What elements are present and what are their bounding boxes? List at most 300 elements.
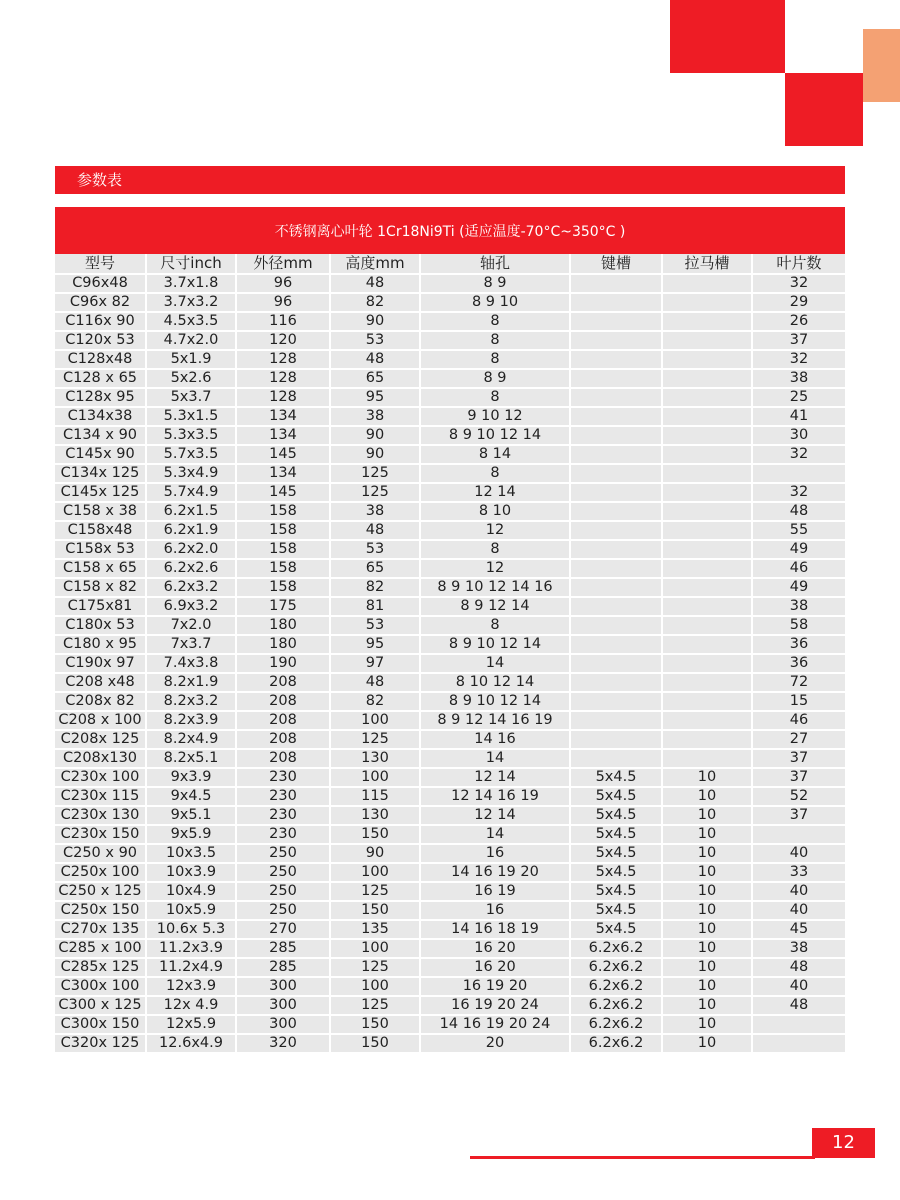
cell-blade-count [752, 464, 845, 483]
section-title: 参数表 [77, 171, 123, 189]
cell-keyway: 5x4.5 [570, 844, 662, 863]
header-height: 高度mm [330, 254, 420, 274]
table-row [55, 711, 845, 730]
table-title-row [55, 207, 845, 254]
cell-height: 100 [330, 977, 420, 996]
cell-height: 48 [330, 350, 420, 369]
cell-height: 150 [330, 1034, 420, 1052]
cell-keyway [570, 673, 662, 692]
cell-model: C230x 100 [55, 768, 146, 787]
cell-bore: 8 9 12 14 16 19 [420, 711, 570, 730]
header-outer-diameter: 外径mm [236, 254, 330, 274]
cell-keyway [570, 312, 662, 331]
table-row [55, 274, 845, 293]
cell-size-inch: 6.2x1.5 [146, 502, 236, 521]
cell-blade-count: 27 [752, 730, 845, 749]
cell-height: 125 [330, 882, 420, 901]
cell-size-inch: 5.7x4.9 [146, 483, 236, 502]
cell-outer-diameter: 134 [236, 407, 330, 426]
cell-model: C96x 82 [55, 293, 146, 312]
cell-model: C250x 100 [55, 863, 146, 882]
cell-puller-groove [662, 445, 752, 464]
cell-height: 82 [330, 578, 420, 597]
cell-height: 82 [330, 293, 420, 312]
cell-blade-count: 55 [752, 521, 845, 540]
cell-model: C158 x 82 [55, 578, 146, 597]
cell-bore: 8 10 12 14 [420, 673, 570, 692]
cell-outer-diameter: 300 [236, 996, 330, 1015]
cell-blade-count: 36 [752, 654, 845, 673]
cell-outer-diameter: 208 [236, 749, 330, 768]
cell-height: 125 [330, 958, 420, 977]
table-row [55, 369, 845, 388]
table-row [55, 616, 845, 635]
table-row [55, 901, 845, 920]
cell-keyway [570, 616, 662, 635]
cell-height: 95 [330, 635, 420, 654]
cell-keyway [570, 654, 662, 673]
cell-blade-count: 52 [752, 787, 845, 806]
cell-model: C300x 150 [55, 1015, 146, 1034]
cell-keyway: 5x4.5 [570, 768, 662, 787]
cell-blade-count: 29 [752, 293, 845, 312]
cell-size-inch: 10x3.5 [146, 844, 236, 863]
cell-outer-diameter: 134 [236, 464, 330, 483]
cell-outer-diameter: 180 [236, 616, 330, 635]
cell-keyway: 5x4.5 [570, 863, 662, 882]
cell-blade-count: 40 [752, 882, 845, 901]
cell-size-inch: 5.3x1.5 [146, 407, 236, 426]
cell-keyway: 6.2x6.2 [570, 1015, 662, 1034]
table-row [55, 749, 845, 768]
cell-bore: 16 20 [420, 958, 570, 977]
cell-model: C208x130 [55, 749, 146, 768]
cell-puller-groove [662, 350, 752, 369]
cell-outer-diameter: 158 [236, 578, 330, 597]
cell-size-inch: 7x3.7 [146, 635, 236, 654]
cell-height: 65 [330, 369, 420, 388]
table-header-row [55, 254, 845, 274]
cell-size-inch: 5x1.9 [146, 350, 236, 369]
cell-blade-count: 25 [752, 388, 845, 407]
page-number: 12 [832, 1132, 855, 1153]
cell-bore: 8 9 10 12 14 [420, 426, 570, 445]
table-row [55, 578, 845, 597]
cell-size-inch: 11.2x3.9 [146, 939, 236, 958]
cell-puller-groove [662, 312, 752, 331]
table-row [55, 977, 845, 996]
cell-size-inch: 8.2x4.9 [146, 730, 236, 749]
cell-outer-diameter: 230 [236, 825, 330, 844]
cell-size-inch: 6.2x2.6 [146, 559, 236, 578]
cell-height: 90 [330, 844, 420, 863]
cell-size-inch: 5.7x3.5 [146, 445, 236, 464]
cell-model: C134 x 90 [55, 426, 146, 445]
cell-model: C128x 95 [55, 388, 146, 407]
cell-outer-diameter: 158 [236, 502, 330, 521]
cell-outer-diameter: 250 [236, 882, 330, 901]
table-row [55, 1015, 845, 1034]
cell-blade-count: 37 [752, 768, 845, 787]
cell-outer-diameter: 285 [236, 939, 330, 958]
cell-puller-groove [662, 388, 752, 407]
header-keyway: 键槽 [570, 254, 662, 274]
cell-size-inch: 12x 4.9 [146, 996, 236, 1015]
table-row [55, 445, 845, 464]
cell-keyway: 5x4.5 [570, 882, 662, 901]
cell-puller-groove [662, 559, 752, 578]
cell-height: 95 [330, 388, 420, 407]
cell-puller-groove: 10 [662, 825, 752, 844]
cell-puller-groove: 10 [662, 977, 752, 996]
cell-puller-groove [662, 711, 752, 730]
cell-bore: 14 [420, 749, 570, 768]
cell-puller-groove: 10 [662, 1015, 752, 1034]
cell-model: C120x 53 [55, 331, 146, 350]
table-row [55, 464, 845, 483]
cell-size-inch: 10.6x 5.3 [146, 920, 236, 939]
table-row [55, 787, 845, 806]
cell-outer-diameter: 120 [236, 331, 330, 350]
cell-height: 125 [330, 483, 420, 502]
cell-keyway: 6.2x6.2 [570, 996, 662, 1015]
cell-outer-diameter: 250 [236, 901, 330, 920]
cell-blade-count: 37 [752, 331, 845, 350]
cell-bore: 8 [420, 464, 570, 483]
cell-outer-diameter: 96 [236, 274, 330, 293]
cell-height: 53 [330, 331, 420, 350]
header-puller-groove: 拉马槽 [662, 254, 752, 274]
cell-height: 90 [330, 312, 420, 331]
cell-keyway [570, 445, 662, 464]
cell-keyway [570, 635, 662, 654]
cell-puller-groove [662, 749, 752, 768]
cell-bore: 14 [420, 825, 570, 844]
cell-keyway: 5x4.5 [570, 901, 662, 920]
cell-outer-diameter: 208 [236, 692, 330, 711]
cell-height: 97 [330, 654, 420, 673]
cell-puller-groove [662, 521, 752, 540]
cell-outer-diameter: 250 [236, 844, 330, 863]
cell-outer-diameter: 208 [236, 673, 330, 692]
cell-model: C190x 97 [55, 654, 146, 673]
cell-model: C250 x 90 [55, 844, 146, 863]
cell-blade-count: 36 [752, 635, 845, 654]
cell-keyway [570, 730, 662, 749]
cell-model: C180x 53 [55, 616, 146, 635]
cell-size-inch: 10x3.9 [146, 863, 236, 882]
cell-puller-groove: 10 [662, 863, 752, 882]
cell-keyway [570, 350, 662, 369]
cell-size-inch: 7x2.0 [146, 616, 236, 635]
table-row [55, 426, 845, 445]
cell-outer-diameter: 250 [236, 863, 330, 882]
cell-bore: 16 19 [420, 882, 570, 901]
cell-blade-count [752, 1034, 845, 1052]
cell-model: C158 x 38 [55, 502, 146, 521]
header-blade-count: 叶片数 [752, 254, 845, 274]
cell-size-inch: 6.2x1.9 [146, 521, 236, 540]
cell-height: 48 [330, 673, 420, 692]
cell-keyway [570, 407, 662, 426]
cell-blade-count: 72 [752, 673, 845, 692]
cell-height: 100 [330, 863, 420, 882]
cell-puller-groove: 10 [662, 806, 752, 825]
cell-keyway [570, 578, 662, 597]
cell-puller-groove [662, 483, 752, 502]
cell-model: C158x 53 [55, 540, 146, 559]
cell-blade-count [752, 825, 845, 844]
cell-puller-groove: 10 [662, 787, 752, 806]
cell-keyway [570, 388, 662, 407]
table-row [55, 806, 845, 825]
cell-blade-count: 32 [752, 445, 845, 464]
cell-blade-count: 38 [752, 597, 845, 616]
cell-puller-groove [662, 635, 752, 654]
table-row [55, 654, 845, 673]
cell-bore: 12 14 [420, 768, 570, 787]
cell-outer-diameter: 230 [236, 787, 330, 806]
cell-height: 38 [330, 502, 420, 521]
cell-puller-groove [662, 654, 752, 673]
cell-size-inch: 8.2x3.9 [146, 711, 236, 730]
cell-outer-diameter: 128 [236, 350, 330, 369]
cell-keyway [570, 483, 662, 502]
cell-bore: 16 19 20 24 [420, 996, 570, 1015]
cell-height: 125 [330, 996, 420, 1015]
cell-blade-count: 37 [752, 806, 845, 825]
cell-height: 100 [330, 768, 420, 787]
cell-height: 90 [330, 426, 420, 445]
cell-blade-count: 32 [752, 274, 845, 293]
cell-size-inch: 8.2x3.2 [146, 692, 236, 711]
cell-size-inch: 10x5.9 [146, 901, 236, 920]
cell-keyway [570, 293, 662, 312]
cell-puller-groove: 10 [662, 958, 752, 977]
cell-puller-groove: 10 [662, 939, 752, 958]
cell-height: 150 [330, 901, 420, 920]
cell-height: 150 [330, 1015, 420, 1034]
cell-blade-count: 46 [752, 711, 845, 730]
cell-model: C128 x 65 [55, 369, 146, 388]
cell-model: C116x 90 [55, 312, 146, 331]
cell-model: C158x48 [55, 521, 146, 540]
cell-outer-diameter: 158 [236, 540, 330, 559]
cell-outer-diameter: 128 [236, 369, 330, 388]
footer-divider [470, 1156, 815, 1159]
cell-keyway [570, 464, 662, 483]
cell-keyway [570, 502, 662, 521]
cell-bore: 16 19 20 [420, 977, 570, 996]
cell-size-inch: 10x4.9 [146, 882, 236, 901]
cell-bore: 8 9 10 12 14 [420, 692, 570, 711]
cell-model: C285 x 100 [55, 939, 146, 958]
cell-bore: 8 9 [420, 274, 570, 293]
table-row [55, 844, 845, 863]
cell-height: 38 [330, 407, 420, 426]
cell-blade-count: 30 [752, 426, 845, 445]
cell-puller-groove: 10 [662, 768, 752, 787]
table-row [55, 920, 845, 939]
cell-keyway [570, 426, 662, 445]
cell-puller-groove [662, 407, 752, 426]
cell-size-inch: 9x5.1 [146, 806, 236, 825]
table-row [55, 407, 845, 426]
cell-bore: 8 14 [420, 445, 570, 464]
cell-size-inch: 6.2x3.2 [146, 578, 236, 597]
cell-height: 48 [330, 521, 420, 540]
table-row [55, 483, 845, 502]
cell-size-inch: 5.3x3.5 [146, 426, 236, 445]
cell-blade-count: 38 [752, 369, 845, 388]
cell-outer-diameter: 190 [236, 654, 330, 673]
cell-bore: 12 14 16 19 [420, 787, 570, 806]
cell-blade-count: 32 [752, 350, 845, 369]
cell-keyway [570, 749, 662, 768]
cell-model: C270x 135 [55, 920, 146, 939]
cell-model: C320x 125 [55, 1034, 146, 1052]
cell-bore: 8 10 [420, 502, 570, 521]
cell-keyway: 6.2x6.2 [570, 977, 662, 996]
cell-bore: 16 [420, 901, 570, 920]
cell-keyway [570, 540, 662, 559]
cell-keyway: 6.2x6.2 [570, 958, 662, 977]
cell-size-inch: 5x3.7 [146, 388, 236, 407]
cell-size-inch: 12x5.9 [146, 1015, 236, 1034]
cell-size-inch: 8.2x1.9 [146, 673, 236, 692]
cell-size-inch: 3.7x3.2 [146, 293, 236, 312]
cell-height: 115 [330, 787, 420, 806]
cell-outer-diameter: 96 [236, 293, 330, 312]
cell-keyway [570, 274, 662, 293]
cell-height: 100 [330, 939, 420, 958]
cell-puller-groove [662, 597, 752, 616]
cell-bore: 8 9 12 14 [420, 597, 570, 616]
cell-height: 53 [330, 540, 420, 559]
table-row [55, 673, 845, 692]
cell-keyway [570, 521, 662, 540]
page-number-badge [812, 1128, 875, 1158]
cell-model: C250x 150 [55, 901, 146, 920]
cell-outer-diameter: 175 [236, 597, 330, 616]
cell-keyway: 5x4.5 [570, 806, 662, 825]
table-row [55, 863, 845, 882]
cell-model: C230x 130 [55, 806, 146, 825]
cell-blade-count: 15 [752, 692, 845, 711]
cell-size-inch: 3.7x1.8 [146, 274, 236, 293]
cell-keyway: 5x4.5 [570, 787, 662, 806]
cell-model: C180 x 95 [55, 635, 146, 654]
cell-puller-groove: 10 [662, 996, 752, 1015]
table-body [55, 274, 845, 1052]
cell-outer-diameter: 145 [236, 483, 330, 502]
cell-puller-groove [662, 673, 752, 692]
cell-keyway [570, 369, 662, 388]
cell-blade-count: 48 [752, 996, 845, 1015]
cell-blade-count: 48 [752, 502, 845, 521]
cell-outer-diameter: 208 [236, 730, 330, 749]
cell-blade-count: 32 [752, 483, 845, 502]
table-row [55, 521, 845, 540]
table-row [55, 540, 845, 559]
table-row [55, 312, 845, 331]
cell-height: 48 [330, 274, 420, 293]
header-bore: 轴孔 [420, 254, 570, 274]
cell-outer-diameter: 285 [236, 958, 330, 977]
table-row [55, 331, 845, 350]
cell-blade-count: 40 [752, 844, 845, 863]
cell-blade-count: 41 [752, 407, 845, 426]
cell-bore: 8 [420, 616, 570, 635]
cell-size-inch: 12.6x4.9 [146, 1034, 236, 1052]
cell-puller-groove [662, 540, 752, 559]
decorative-block-red [670, 0, 785, 73]
cell-bore: 20 [420, 1034, 570, 1052]
cell-size-inch: 9x5.9 [146, 825, 236, 844]
cell-blade-count: 40 [752, 977, 845, 996]
cell-keyway [570, 711, 662, 730]
cell-model: C145x 125 [55, 483, 146, 502]
cell-bore: 14 16 19 20 [420, 863, 570, 882]
cell-blade-count: 45 [752, 920, 845, 939]
cell-puller-groove [662, 464, 752, 483]
cell-size-inch: 5.3x4.9 [146, 464, 236, 483]
cell-model: C250 x 125 [55, 882, 146, 901]
table-row [55, 502, 845, 521]
cell-size-inch: 4.5x3.5 [146, 312, 236, 331]
cell-height: 65 [330, 559, 420, 578]
header-model: 型号 [55, 254, 146, 274]
cell-model: C300x 100 [55, 977, 146, 996]
cell-height: 53 [330, 616, 420, 635]
cell-keyway: 6.2x6.2 [570, 1034, 662, 1052]
cell-size-inch: 6.9x3.2 [146, 597, 236, 616]
cell-blade-count: 37 [752, 749, 845, 768]
cell-bore: 12 14 [420, 806, 570, 825]
cell-puller-groove [662, 274, 752, 293]
table-row [55, 350, 845, 369]
cell-puller-groove: 10 [662, 920, 752, 939]
table-row [55, 635, 845, 654]
cell-model: C128x48 [55, 350, 146, 369]
cell-bore: 16 20 [420, 939, 570, 958]
cell-height: 135 [330, 920, 420, 939]
cell-keyway [570, 331, 662, 350]
cell-outer-diameter: 270 [236, 920, 330, 939]
cell-height: 125 [330, 730, 420, 749]
cell-bore: 8 9 10 12 14 [420, 635, 570, 654]
cell-outer-diameter: 116 [236, 312, 330, 331]
cell-size-inch: 7.4x3.8 [146, 654, 236, 673]
cell-outer-diameter: 145 [236, 445, 330, 464]
table-row [55, 388, 845, 407]
cell-height: 130 [330, 749, 420, 768]
table-row [55, 882, 845, 901]
cell-puller-groove [662, 426, 752, 445]
cell-bore: 8 [420, 350, 570, 369]
cell-puller-groove [662, 293, 752, 312]
cell-outer-diameter: 320 [236, 1034, 330, 1052]
cell-outer-diameter: 158 [236, 559, 330, 578]
cell-model: C208 x 100 [55, 711, 146, 730]
cell-puller-groove [662, 616, 752, 635]
cell-outer-diameter: 134 [236, 426, 330, 445]
cell-blade-count: 49 [752, 578, 845, 597]
cell-model: C208 x48 [55, 673, 146, 692]
cell-size-inch: 9x3.9 [146, 768, 236, 787]
cell-height: 125 [330, 464, 420, 483]
cell-height: 82 [330, 692, 420, 711]
